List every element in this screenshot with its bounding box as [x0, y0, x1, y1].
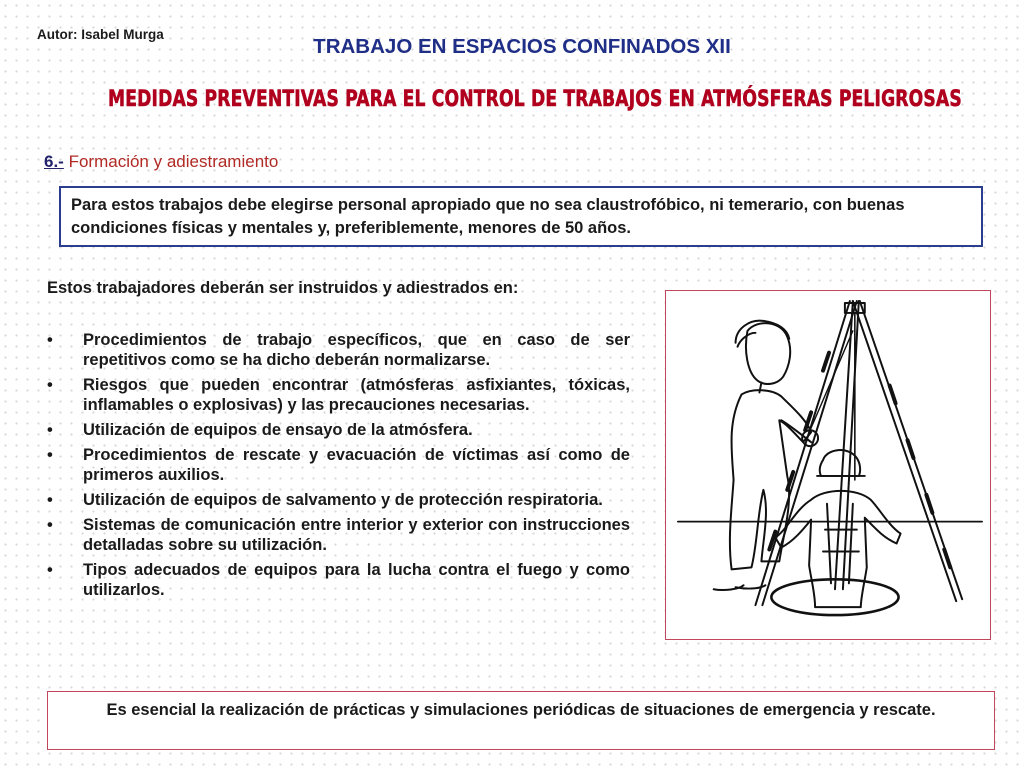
list-item-text: Riesgos que pueden encontrar (atmósferas asfixiantes, tóxicas, inflamables o explosivas) y las precauciones necesarias.	[83, 376, 630, 414]
conclusion-box: Es esencial la realización de prácticas y simulaciones periódicas de situaciones de emergencia y rescate.	[47, 691, 995, 750]
rescuer-figure	[714, 321, 811, 590]
list-item	[47, 420, 630, 440]
list-item	[47, 445, 630, 485]
section-heading	[44, 152, 278, 172]
lead-text: Estos trabajadores deberán ser instruidos y adiestrados en:	[47, 279, 519, 297]
author-label: Autor: Isabel Murga	[37, 27, 164, 42]
list-item-text: Utilización de equipos de salvamento y de protección respiratoria.	[83, 491, 603, 509]
bullet-icon: •	[47, 561, 53, 579]
list-item	[47, 330, 630, 370]
bullet-icon: •	[47, 491, 53, 509]
list-item-text: Procedimientos de rescate y evacuación de víctimas así como de primeros auxilios.	[83, 446, 630, 484]
page-subtitle: MEDIDAS PREVENTIVAS PARA EL CONTROL DE TRABAJOS EN ATMÓSFERAS PELIGROSAS	[108, 87, 962, 112]
tripod-icon	[755, 301, 962, 605]
section-number: 6.-	[44, 152, 64, 171]
rescue-illustration	[665, 290, 991, 640]
list-item-text: Tipos adecuados de equipos para la lucha contra el fuego y como utilizarlos.	[83, 561, 630, 599]
list-item-text: Procedimientos de trabajo específicos, que en caso de ser repetitivos como se ha dicho deberán normalizarse.	[83, 331, 630, 369]
bullet-icon: •	[47, 446, 53, 464]
list-item	[47, 490, 630, 510]
bullet-icon: •	[47, 376, 53, 394]
list-item	[47, 515, 630, 555]
list-item	[47, 375, 630, 415]
intro-box: Para estos trabajos debe elegirse personal apropiado que no sea claustrofóbico, ni temerario, con buenas condiciones físicas y mentales y, preferiblemente, menores de 50 años.	[59, 186, 983, 247]
bullet-icon: •	[47, 421, 53, 439]
bullet-icon: •	[47, 331, 53, 349]
tripod-rescue-illustration	[666, 291, 990, 639]
bullet-icon: •	[47, 516, 53, 534]
page-title: TRABAJO EN ESPACIOS CONFINADOS XII	[313, 35, 731, 58]
list-item	[47, 560, 630, 600]
section-title: Formación y adiestramiento	[68, 152, 279, 171]
list-item-text: Utilización de equipos de ensayo de la atmósfera.	[83, 421, 473, 439]
list-item-text: Sistemas de comunicación entre interior y exterior con instrucciones detalladas sobre su utilización.	[83, 516, 630, 554]
training-list	[47, 330, 630, 605]
